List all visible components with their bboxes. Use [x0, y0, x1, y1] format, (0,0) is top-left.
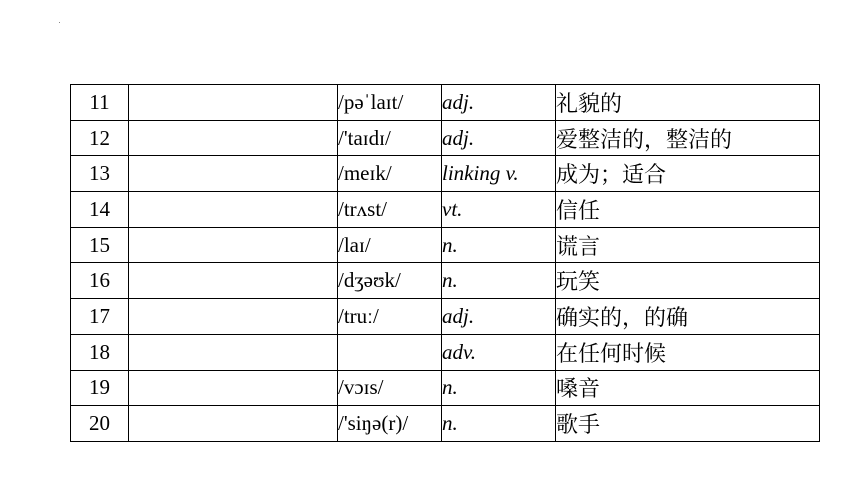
meaning-cell: 礼貌的 — [556, 85, 820, 121]
word-cell — [129, 120, 338, 156]
meaning-cell: 成为；适合 — [556, 156, 820, 192]
phonetic-cell: /trʌst/ — [338, 192, 442, 228]
table-row — [71, 406, 820, 442]
meaning-cell: 确实的，的确 — [556, 299, 820, 335]
row-number: 20 — [71, 406, 129, 442]
row-number: 14 — [71, 192, 129, 228]
vocabulary-table — [70, 84, 820, 442]
row-number: 15 — [71, 227, 129, 263]
row-number: 16 — [71, 263, 129, 299]
part-of-speech-cell: vt. — [442, 192, 556, 228]
word-cell — [129, 299, 338, 335]
word-cell — [129, 227, 338, 263]
table-row — [71, 299, 820, 335]
part-of-speech-cell: n. — [442, 263, 556, 299]
corner-dot — [59, 22, 60, 23]
word-cell — [129, 334, 338, 370]
phonetic-cell: /truː/ — [338, 299, 442, 335]
word-cell — [129, 85, 338, 121]
word-cell — [129, 370, 338, 406]
phonetic-cell: /'taɪdɪ/ — [338, 120, 442, 156]
word-cell — [129, 156, 338, 192]
row-number: 13 — [71, 156, 129, 192]
phonetic-cell: /laɪ/ — [338, 227, 442, 263]
table-row — [71, 334, 820, 370]
row-number: 18 — [71, 334, 129, 370]
meaning-cell: 信任 — [556, 192, 820, 228]
row-number: 17 — [71, 299, 129, 335]
row-number: 11 — [71, 85, 129, 121]
table-row — [71, 370, 820, 406]
meaning-cell: 在任何时候 — [556, 334, 820, 370]
phonetic-cell: /dʒəʊk/ — [338, 263, 442, 299]
meaning-cell: 玩笑 — [556, 263, 820, 299]
phonetic-cell — [338, 334, 442, 370]
word-cell — [129, 263, 338, 299]
part-of-speech-cell: linking v. — [442, 156, 556, 192]
table-row — [71, 85, 820, 121]
table-row — [71, 192, 820, 228]
meaning-cell: 歌手 — [556, 406, 820, 442]
phonetic-cell: /'siŋə(r)/ — [338, 406, 442, 442]
meaning-cell: 嗓音 — [556, 370, 820, 406]
meaning-cell: 谎言 — [556, 227, 820, 263]
row-number: 19 — [71, 370, 129, 406]
meaning-cell: 爱整洁的，整洁的 — [556, 120, 820, 156]
table-row — [71, 120, 820, 156]
phonetic-cell: /meɪk/ — [338, 156, 442, 192]
table-row — [71, 227, 820, 263]
word-cell — [129, 192, 338, 228]
part-of-speech-cell: n. — [442, 227, 556, 263]
table-row — [71, 156, 820, 192]
part-of-speech-cell: n. — [442, 370, 556, 406]
part-of-speech-cell: adv. — [442, 334, 556, 370]
table-row — [71, 263, 820, 299]
part-of-speech-cell: n. — [442, 406, 556, 442]
part-of-speech-cell: adj. — [442, 299, 556, 335]
part-of-speech-cell: adj. — [442, 85, 556, 121]
phonetic-cell: /vɔɪs/ — [338, 370, 442, 406]
word-cell — [129, 406, 338, 442]
row-number: 12 — [71, 120, 129, 156]
part-of-speech-cell: adj. — [442, 120, 556, 156]
phonetic-cell: /pəˈlaɪt/ — [338, 85, 442, 121]
